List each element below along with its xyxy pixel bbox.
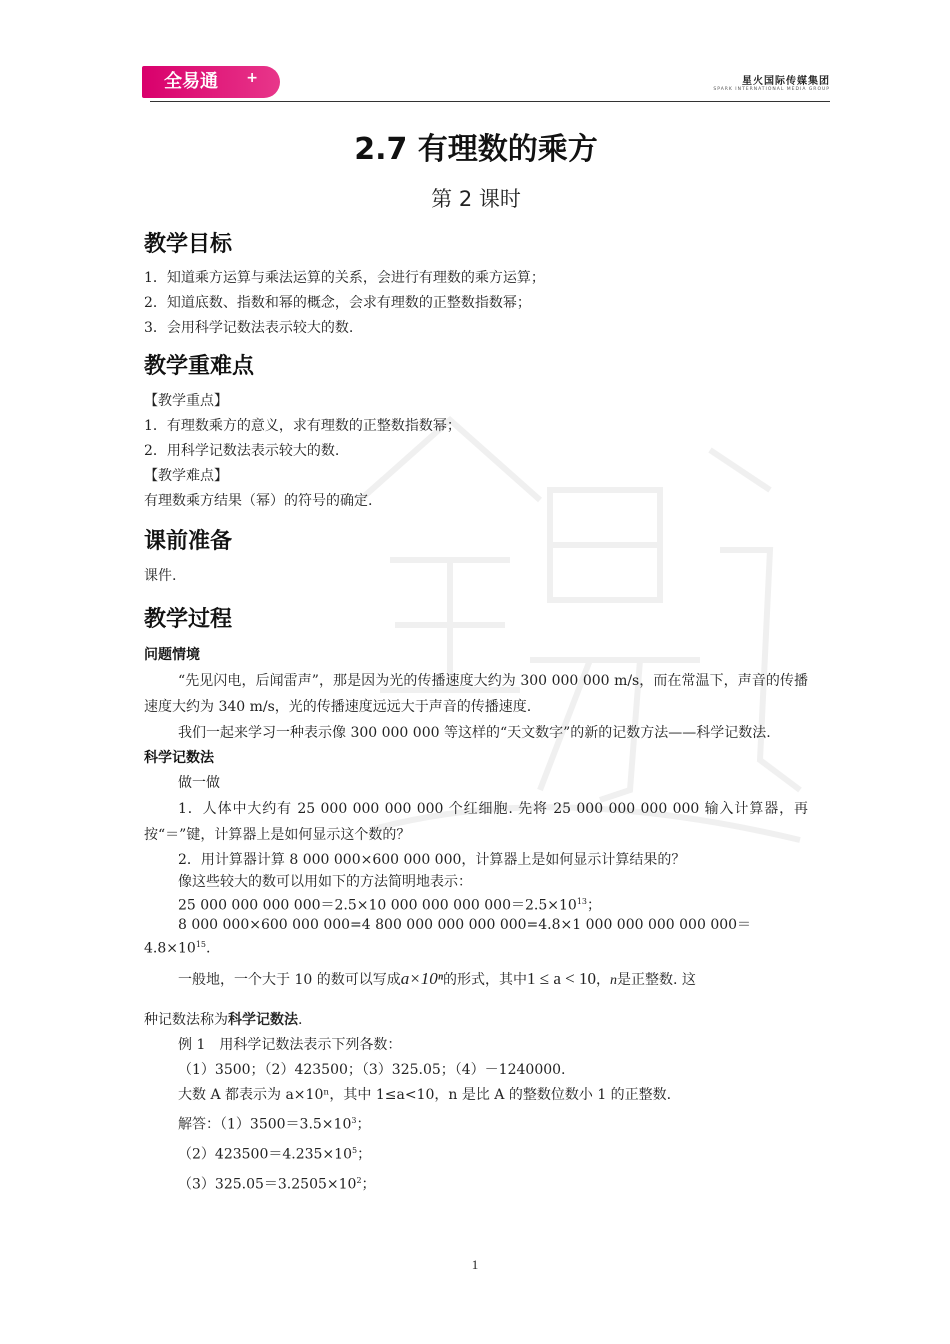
formula-a-times-10n: a×10ⁿ (400, 969, 444, 989)
situation-label: 问题情境 (144, 647, 200, 663)
goal-item: 1．知道乘方运算与乘法运算的关系，会进行有理数的乘方运算； (144, 270, 545, 286)
document-body (144, 128, 808, 1197)
simplify-intro: 像这些较大的数可以用如下的方法简明地表示： (178, 874, 472, 890)
situation-paragraph: 我们一起来学习一种表示像 300 000 000 等这样的“天文数字”的新的记数方法——科学记数法. (178, 725, 771, 741)
general-statement-line-2: 种记数法称为科学记数法. (144, 1012, 303, 1029)
header-divider (150, 101, 830, 102)
sci-notation-term: 科学记数法 (228, 1012, 298, 1029)
sci-notation-label: 科学记数法 (144, 750, 214, 766)
general-statement: 一般地，一个大于 10 的数可以写成a×10ⁿ的形式，其中1 ≤ a < 10，n是正整数. 这 (178, 969, 696, 989)
company-mark (713, 72, 830, 92)
page-title: 2.7 有理数的乘方 (354, 132, 598, 167)
question-2: 2．用计算器计算 8 000 000×600 000 000，计算器上是如何显示计算结果的？ (178, 852, 686, 868)
section-goals-heading: 教学目标 (144, 232, 233, 257)
equation-1: 25 000 000 000 000＝2.5×10 000 000 000 $000=2.5\times 10^{13}$； (178, 897, 601, 914)
focus-item: 2．用科学记数法表示较大的数. (144, 443, 340, 459)
example-items: （1）3500；（2）423500；（3）325.05；（4）－1240000. (178, 1062, 566, 1079)
section-prep-heading: 课前准备 (144, 529, 233, 554)
logo-star: + (246, 70, 258, 86)
focus-label: 【教学重点】 (144, 393, 228, 409)
focus-item: 1．有理数乘方的意义，求有理数的正整数指数幂； (144, 418, 461, 434)
situation-paragraph: “先见闪电，后闻雷声”，那是因为光的传播速度大约为 300 000 000 m/s，而在常温下，声音的传播速度大约为 340 m/s，光的传播速度远远大于声音的传播速度. (144, 673, 808, 715)
example-title: 例 1 用科学记数法表示下列各数： (178, 1037, 402, 1054)
question-1: 1．人体中大约有 25 000 000 000 000 个红细胞. 先将 25 000 000 000 000 输入计算器，再按“＝”键，计算器上是如何显示这个数的？ (144, 801, 808, 843)
goal-item: 2．知道底数、指数和幂的概念，会求有理数的正整数指数幂； (144, 295, 531, 311)
answer-1: 解答：$(1)3500=3.5\times 10^3$； (178, 1116, 371, 1133)
rule-text: 大数 A 都表示为 a×10ⁿ，其中 1≤a<10，n 是比 A 的整数位数小 1 的正整数. (178, 1087, 672, 1104)
page-subtitle: 第 2 课时 (431, 187, 521, 211)
section-process-heading: 教学过程 (144, 607, 233, 632)
difficulty-item: 有理数乘方结果（幂）的符号的确定. (144, 493, 373, 509)
company-name-zh: 星火国际传媒集团 (742, 76, 830, 87)
page-number: 1 (471, 1257, 479, 1272)
company-name-en: SPARK INTERNATIONAL MEDIA GROUP (713, 87, 830, 92)
formula-range: 1 ≤ a < 10 (527, 969, 597, 989)
logo-text: 全易通 (164, 71, 218, 92)
page-header (142, 62, 830, 102)
prep-text: 课件. (144, 568, 177, 584)
try-label: 做一做 (178, 775, 220, 791)
section-keypoints-heading: 教学重难点 (144, 354, 255, 379)
difficulty-label: 【教学难点】 (144, 468, 228, 484)
equation-2-line-2: $4.8\times 10^{15}$. (144, 939, 211, 957)
answer-3: $(3)325.05=3.2505\times 10^2$； (178, 1175, 376, 1193)
brand-logo (142, 66, 280, 98)
goal-item: 3．会用科学记数法表示较大的数. (144, 320, 354, 336)
equation-2-line-1: 8 000 000×600 000 000=4 800 000 000 000 000=4.8×1 000 000 000 000 000＝ (178, 916, 752, 933)
answer-2: $(2)423500=4.235\times 10^5$； (178, 1145, 372, 1163)
